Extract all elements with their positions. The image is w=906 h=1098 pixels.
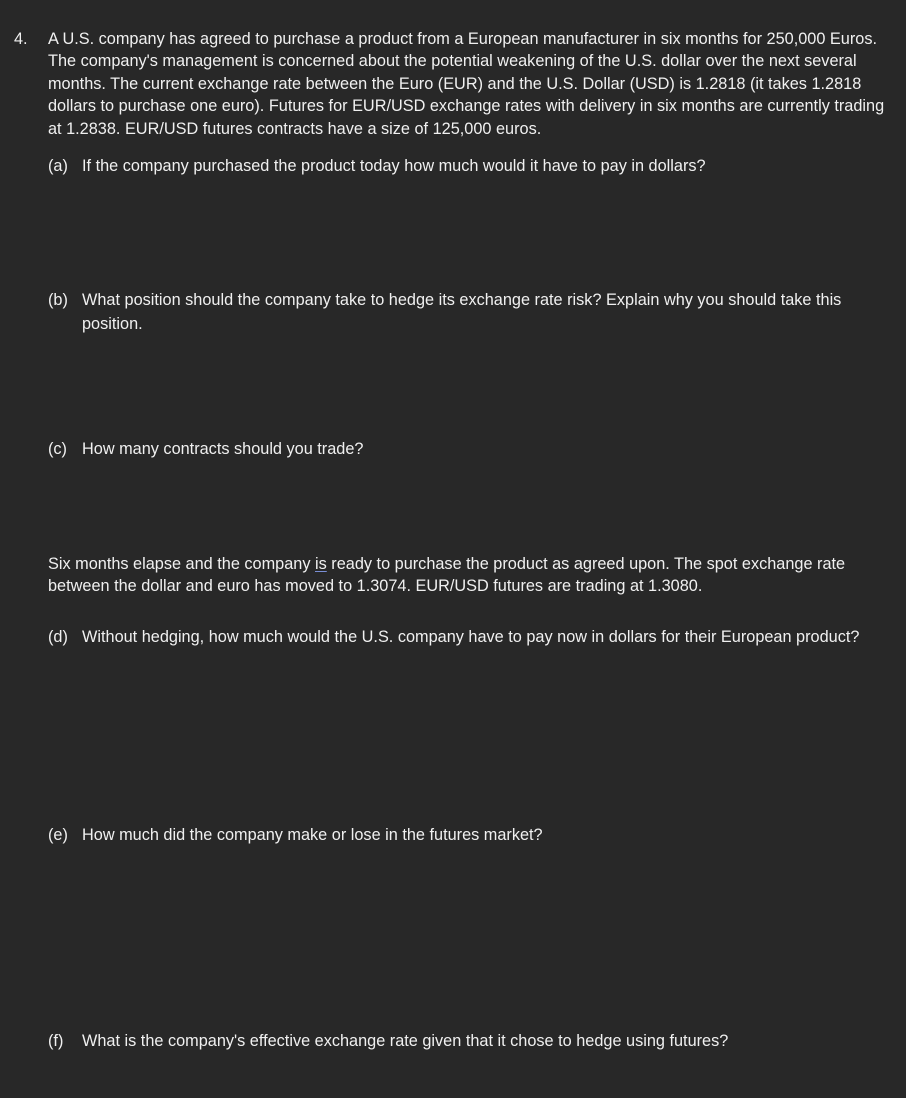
part-d [48, 624, 893, 650]
part-c-label: (c) [48, 440, 67, 458]
part-f-text: What is the company's effective exchange rate given that it chose to hedge using futures? [82, 1032, 729, 1050]
part-d-text: Without hedging, how much would the U.S. company have to pay now in dollars for their European product? [82, 628, 860, 646]
scenario-paragraph [48, 553, 893, 598]
part-b-label: (b) [48, 291, 68, 309]
part-f [48, 1029, 893, 1053]
scenario-text-after: ready to purchase the product as agreed upon. The spot exchange rate between the dollar and euro has moved to 1.3074. EUR/USD futures are trading at 1.3080. [48, 555, 846, 596]
question-intro: A U.S. company has agreed to purchase a product from a European manufacturer in six months for 250,000 Euros. The company's management is concerned about the potential weakening of the U.S. dollar over the next several months. The current exchange rate between the Euro (EUR) and the U.S. Dollar (USD) is 1.2818 (it takes 1.2818 dollars to purchase one euro). Futures for EUR/USD exchange rates with delivery in six months are currently trading at 1.2838. EUR/USD futures contracts have a size of 125,000 euros. [48, 30, 885, 138]
part-c-text: How many contracts should you trade? [82, 440, 364, 458]
scenario-underlined-word: is [315, 555, 327, 573]
part-c [48, 437, 893, 461]
part-f-label: (f) [48, 1032, 64, 1050]
part-e-text: How much did the company make or lose in the futures market? [82, 826, 543, 844]
question-number: 4. [14, 30, 28, 48]
part-e [48, 823, 893, 847]
part-a-label: (a) [48, 157, 68, 175]
part-e-label: (e) [48, 826, 68, 844]
scenario-text-before: Six months elapse and the company [48, 555, 315, 573]
part-a-text: If the company purchased the product today how much would it have to pay in dollars? [82, 157, 706, 175]
part-b [48, 288, 893, 336]
part-d-label: (d) [48, 628, 68, 646]
part-a [48, 154, 893, 178]
part-b-text: What position should the company take to hedge its exchange rate risk? Explain why you should take this position. [82, 291, 842, 333]
